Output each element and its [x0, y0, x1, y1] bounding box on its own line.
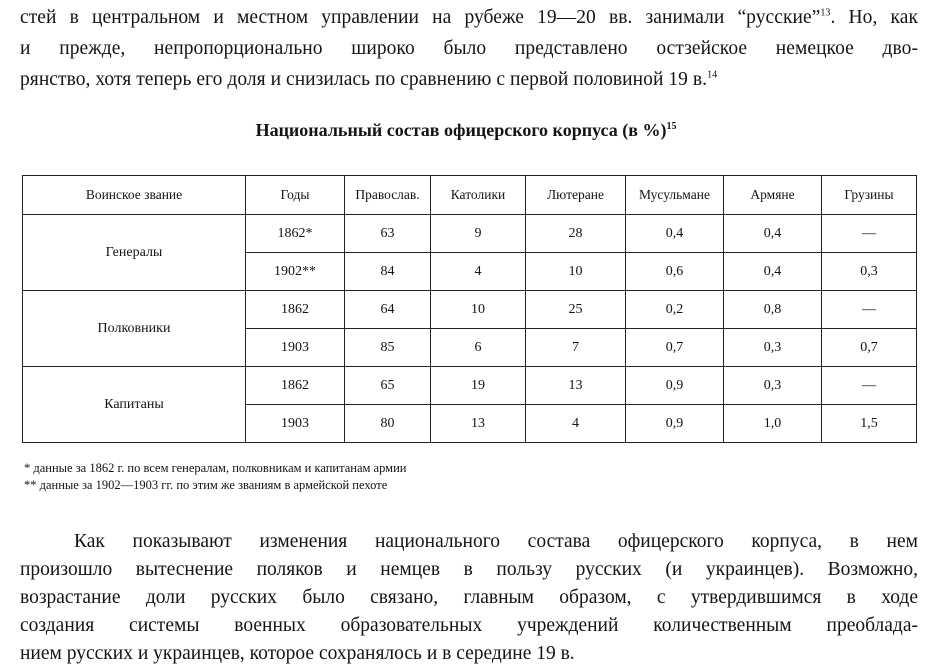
table-cell: 80	[345, 405, 431, 443]
table-cell: 13	[431, 405, 526, 443]
table-cell: 10	[431, 291, 526, 329]
table-cell: 19	[431, 367, 526, 405]
table-cell: 1,5	[822, 405, 917, 443]
paragraph-line: нием русских и украинцев, которое сохранялось и в середине 19 в.	[20, 643, 575, 664]
table-cell: 1,0	[724, 405, 822, 443]
table-cell: 0,4	[724, 253, 822, 291]
table-row	[23, 367, 917, 405]
table-cell: 10	[526, 253, 626, 291]
table-cell: 4	[431, 253, 526, 291]
table-cell: 0,3	[822, 253, 917, 291]
paragraph-text: рянство, хотя теперь его доля и снизилась по сравнению с первой половиной 19 в.	[20, 69, 708, 90]
table-cell: 6	[431, 329, 526, 367]
table-cell: 0,4	[724, 215, 822, 253]
table-cell: 1862*	[246, 215, 345, 253]
column-header: Католики	[431, 176, 526, 215]
table-cell: 63	[345, 215, 431, 253]
paragraph-text: . Но, как	[830, 7, 918, 28]
table-cell: 0,3	[724, 329, 822, 367]
table-cell: 0,3	[724, 367, 822, 405]
column-header: Православ.	[345, 176, 431, 215]
rank-cell: Генералы	[23, 215, 246, 291]
table-title	[0, 120, 932, 141]
table-row	[23, 291, 917, 329]
table-cell: —	[822, 367, 917, 405]
paragraph-line: Как показывают изменения национального состава офицерского корпуса, в нем	[74, 531, 918, 552]
table-cell: 0,2	[626, 291, 724, 329]
table-cell: 84	[345, 253, 431, 291]
top-paragraph	[20, 2, 918, 95]
column-header: Армяне	[724, 176, 822, 215]
table-cell: 65	[345, 367, 431, 405]
table-cell: 0,6	[626, 253, 724, 291]
table-cell: —	[822, 291, 917, 329]
footnote-reference: 14	[707, 69, 718, 81]
table-cell: 1902**	[246, 253, 345, 291]
table-cell: 64	[345, 291, 431, 329]
paragraph-line: создания системы военных образовательных учреждений количественным преоблада-	[20, 615, 918, 636]
table-header-row	[23, 176, 917, 215]
column-header: Воинское звание	[23, 176, 246, 215]
table-cell: 0,7	[626, 329, 724, 367]
table-cell: 13	[526, 367, 626, 405]
table-cell: 0,9	[626, 367, 724, 405]
table-cell: 1903	[246, 329, 345, 367]
paragraph-line	[20, 64, 918, 95]
footnote: * данные за 1862 г. по всем генералам, полковникам и капитанам армии	[24, 461, 407, 475]
officer-composition-table	[22, 175, 917, 443]
paragraph-line: произошло вытеснение поляков и немцев в пользу русских (и украинцев). Возможно,	[20, 559, 918, 580]
paragraph-line: и прежде, непропорционально широко было представлено остзейское немецкое дво-	[20, 38, 918, 59]
paragraph-line: возрастание доли русских было связано, главным образом, с утвердившимся в ходе	[20, 587, 918, 608]
footnote: ** данные за 1902—1903 гг. по этим же званиям в армейской пехоте	[24, 478, 388, 492]
footnote-reference: 15	[666, 121, 677, 132]
table-cell: 9	[431, 215, 526, 253]
column-header: Лютеране	[526, 176, 626, 215]
table-cell: 0,4	[626, 215, 724, 253]
bottom-paragraph	[20, 528, 918, 668]
table-cell: 0,8	[724, 291, 822, 329]
table-cell: 25	[526, 291, 626, 329]
table-footnotes	[24, 460, 406, 494]
table-cell: 1862	[246, 367, 345, 405]
column-header: Грузины	[822, 176, 917, 215]
footnote-reference: 13	[820, 7, 831, 19]
table-cell: —	[822, 215, 917, 253]
table-cell: 4	[526, 405, 626, 443]
rank-cell: Полковники	[23, 291, 246, 367]
paragraph-text: стей в центральном и местном управлении на рубеже 19—20 вв. занимали “русские”	[20, 7, 821, 28]
table-title-text: Национальный состав офицерского корпуса (в %)	[255, 120, 667, 140]
table-row	[23, 215, 917, 253]
table-cell: 85	[345, 329, 431, 367]
table-cell: 7	[526, 329, 626, 367]
table-cell: 28	[526, 215, 626, 253]
rank-cell: Капитаны	[23, 367, 246, 443]
table-cell: 0,9	[626, 405, 724, 443]
paragraph-line	[20, 2, 918, 33]
table-cell: 1903	[246, 405, 345, 443]
column-header: Мусульмане	[626, 176, 724, 215]
table-cell: 1862	[246, 291, 345, 329]
table-cell: 0,7	[822, 329, 917, 367]
column-header: Годы	[246, 176, 345, 215]
